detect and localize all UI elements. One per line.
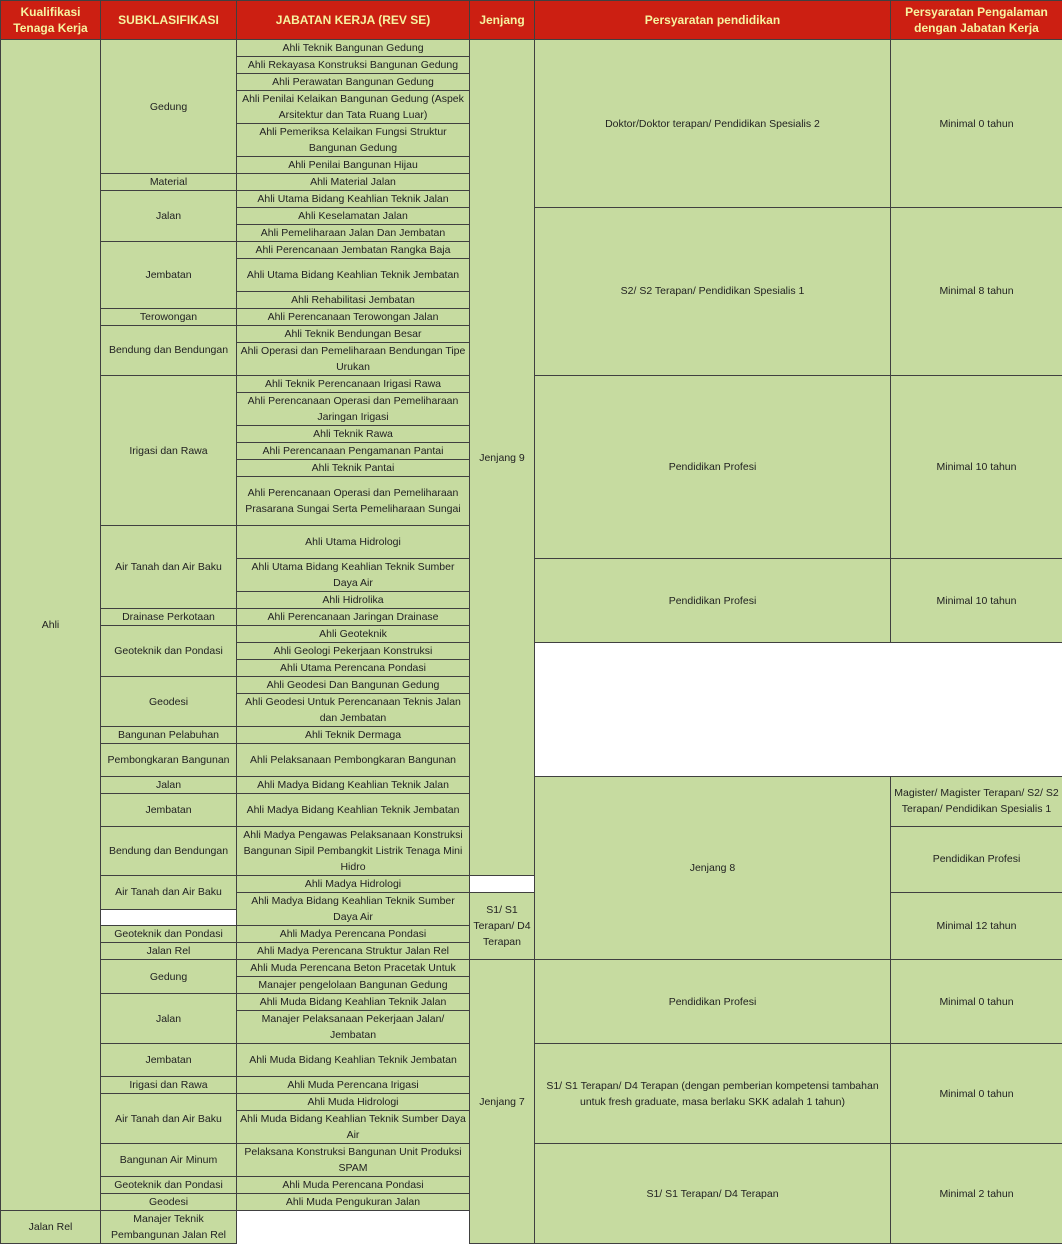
jabatan-cell: Ahli Perawatan Bangunan Gedung (237, 74, 470, 91)
pengalaman-cell: Minimal 10 tahun (891, 375, 1062, 558)
subklasifikasi-cell: Bendung dan Bendungan (101, 826, 237, 875)
jabatan-cell: Ahli Muda Bidang Keahlian Teknik Jalan (237, 994, 470, 1011)
pengalaman-cell: Minimal 2 tahun (891, 1144, 1062, 1244)
jabatan-cell: Ahli Utama Bidang Keahlian Teknik Sumber Daya Air (237, 559, 470, 592)
jabatan-cell: Ahli Teknik Perencanaan Irigasi Rawa (237, 375, 470, 392)
jenjang-cell: Jenjang 7 (470, 960, 535, 1244)
jabatan-cell: Ahli Utama Bidang Keahlian Teknik Jalan (237, 191, 470, 208)
jenjang-cell: Jenjang 9 (470, 40, 535, 876)
subklasifikasi-cell: Bangunan Pelabuhan (101, 727, 237, 744)
jabatan-cell: Ahli Teknik Dermaga (237, 727, 470, 744)
pendidikan-cell: Pendidikan Profesi (535, 375, 891, 558)
jabatan-cell: Ahli Perencanaan Operasi dan Pemeliharaan Jaringan Irigasi (237, 392, 470, 425)
table-row (1, 960, 1062, 977)
jabatan-cell: Ahli Teknik Rawa (237, 425, 470, 442)
jabatan-cell: Ahli Perencanaan Terowongan Jalan (237, 308, 470, 325)
pendidikan-cell: Pendidikan Profesi (535, 960, 891, 1044)
subklasifikasi-cell: Bangunan Air Minum (101, 1144, 237, 1177)
pendidikan-cell: Doktor/Doktor terapan/ Pendidikan Spesialis 2 (535, 40, 891, 208)
jabatan-cell: Ahli Madya Perencana Pondasi (237, 926, 470, 943)
subklasifikasi-cell: Geoteknik dan Pondasi (101, 626, 237, 677)
header-row (1, 1, 1062, 40)
jabatan-cell: Ahli Muda Perencana Pondasi (237, 1177, 470, 1194)
jabatan-cell: Pelaksana Konstruksi Bangunan Unit Produksi SPAM (237, 1144, 470, 1177)
jabatan-cell: Manajer Pelaksanaan Pekerjaan Jalan/ Jembatan (237, 1011, 470, 1044)
jabatan-cell: Ahli Utama Hidrologi (237, 526, 470, 559)
pengalaman-cell: Minimal 0 tahun (891, 40, 1062, 208)
jabatan-cell: Ahli Geoteknik (237, 626, 470, 643)
jabatan-cell: Ahli Rehabilitasi Jembatan (237, 291, 470, 308)
jabatan-cell: Ahli Pemeliharaan Jalan Dan Jembatan (237, 225, 470, 242)
pendidikan-cell: S1/ S1 Terapan/ D4 Terapan (dengan pemberian kompetensi tambahan untuk fresh graduate, masa berlaku SKK adalah 1 tahun) (535, 1044, 891, 1144)
jabatan-cell: Ahli Perencanaan Operasi dan Pemeliharaan Prasarana Sungai Serta Pemeliharaan Sungai (237, 476, 470, 525)
jenjang-cell: Jenjang 8 (535, 776, 891, 959)
pengalaman-cell: Minimal 8 tahun (891, 208, 1062, 376)
jabatan-cell: Ahli Madya Perencana Struktur Jalan Rel (237, 943, 470, 960)
jabatan-cell: Ahli Material Jalan (237, 174, 470, 191)
subklasifikasi-cell: Jalan (101, 994, 237, 1044)
subklasifikasi-cell: Irigasi dan Rawa (101, 1077, 237, 1094)
jabatan-cell: Ahli Perencanaan Jaringan Drainase (237, 609, 470, 626)
jabatan-cell: Ahli Geodesi Untuk Perencanaan Teknis Jalan dan Jembatan (237, 694, 470, 727)
subklasifikasi-cell: Terowongan (101, 308, 237, 325)
jabatan-cell: Ahli Perencanaan Jembatan Rangka Baja (237, 242, 470, 259)
pendidikan-cell: S1/ S1 Terapan/ D4 Terapan (470, 893, 535, 960)
subklasifikasi-cell: Irigasi dan Rawa (101, 375, 237, 525)
header-pendidikan: Persyaratan pendidikan (535, 1, 891, 40)
subklasifikasi-cell: Jembatan (101, 793, 237, 826)
subklasifikasi-cell: Jalan (101, 776, 237, 793)
pendidikan-cell: Pendidikan Profesi (535, 559, 891, 643)
subklasifikasi-cell: Jembatan (101, 1044, 237, 1077)
pengalaman-cell: Minimal 0 tahun (891, 960, 1062, 1044)
jabatan-cell: Ahli Muda Perencana Irigasi (237, 1077, 470, 1094)
jabatan-cell: Ahli Utama Perencana Pondasi (237, 660, 470, 677)
header-jenjang: Jenjang (470, 1, 535, 40)
subklasifikasi-cell: Jalan Rel (1, 1211, 101, 1244)
pengalaman-cell: Minimal 0 tahun (891, 1044, 1062, 1144)
jabatan-cell: Ahli Pemeriksa Kelaikan Fungsi Struktur Bangunan Gedung (237, 124, 470, 157)
subklasifikasi-cell: Bendung dan Bendungan (101, 325, 237, 375)
pendidikan-cell: S2/ S2 Terapan/ Pendidikan Spesialis 1 (535, 208, 891, 376)
subklasifikasi-cell: Geoteknik dan Pondasi (101, 926, 237, 943)
jabatan-cell: Ahli Muda Perencana Beton Pracetak Untuk (237, 960, 470, 977)
subklasifikasi-cell: Jembatan (101, 242, 237, 309)
subklasifikasi-cell: Geodesi (101, 677, 237, 727)
subklasifikasi-cell: Drainase Perkotaan (101, 609, 237, 626)
pendidikan-cell: Magister/ Magister Terapan/ S2/ S2 Terapan/ Pendidikan Spesialis 1 (891, 776, 1062, 826)
pengalaman-cell: Minimal 12 tahun (891, 893, 1062, 960)
subklasifikasi-cell: Jalan (101, 191, 237, 242)
jabatan-cell: Ahli Madya Hidrologi (237, 876, 470, 893)
header-kualifikasi: Kualifikasi Tenaga Kerja (1, 1, 101, 40)
subklasifikasi-cell: Gedung (101, 40, 237, 174)
pengalaman-cell: Minimal 10 tahun (891, 559, 1062, 643)
jabatan-cell: Manajer Teknik Pembangunan Jalan Rel (101, 1211, 237, 1244)
header-pengalaman: Persyaratan Pengalaman dengan Jabatan Kerja (891, 1, 1062, 40)
jabatan-cell: Ahli Madya Bidang Keahlian Teknik Sumber Daya Air (237, 893, 470, 926)
jabatan-cell: Ahli Penilai Bangunan Hijau (237, 157, 470, 174)
jabatan-cell: Ahli Madya Pengawas Pelaksanaan Konstruksi Bangunan Sipil Pembangkit Listrik Tenaga Mini Hidro (237, 826, 470, 875)
jabatan-cell: Ahli Teknik Bangunan Gedung (237, 40, 470, 57)
header-jabatan: JABATAN KERJA (REV SE) (237, 1, 470, 40)
jabatan-cell: Manajer pengelolaan Bangunan Gedung (237, 977, 470, 994)
jabatan-cell: Ahli Rekayasa Konstruksi Bangunan Gedung (237, 57, 470, 74)
jabatan-cell: Ahli Muda Bidang Keahlian Teknik Sumber Daya Air (237, 1111, 470, 1144)
jabatan-cell: Ahli Muda Bidang Keahlian Teknik Jembatan (237, 1044, 470, 1077)
pendidikan-cell: S1/ S1 Terapan/ D4 Terapan (535, 1144, 891, 1244)
jabatan-cell: Ahli Muda Hidrologi (237, 1094, 470, 1111)
jabatan-cell: Ahli Madya Bidang Keahlian Teknik Jalan (237, 776, 470, 793)
subklasifikasi-cell: Jalan Rel (101, 943, 237, 960)
subklasifikasi-cell: Air Tanah dan Air Baku (101, 526, 237, 609)
jabatan-cell: Ahli Utama Bidang Keahlian Teknik Jembatan (237, 259, 470, 292)
jabatan-cell: Ahli Penilai Kelaikan Bangunan Gedung (Aspek Arsitektur dan Tata Ruang Luar) (237, 91, 470, 124)
kualifikasi-cell: Ahli (1, 40, 101, 1211)
table-row (1, 40, 1062, 57)
header-subklasifikasi: SUBKLASIFIKASI (101, 1, 237, 40)
jabatan-cell: Ahli Operasi dan Pemeliharaan Bendungan Tipe Urukan (237, 342, 470, 375)
jabatan-cell: Ahli Madya Bidang Keahlian Teknik Jembatan (237, 793, 470, 826)
subklasifikasi-cell: Material (101, 174, 237, 191)
jabatan-cell: Ahli Teknik Bendungan Besar (237, 325, 470, 342)
jabatan-cell: Ahli Teknik Pantai (237, 459, 470, 476)
jabatan-cell: Ahli Hidrolika (237, 592, 470, 609)
jabatan-cell: Ahli Keselamatan Jalan (237, 208, 470, 225)
subklasifikasi-cell: Air Tanah dan Air Baku (101, 1094, 237, 1144)
subklasifikasi-cell: Geoteknik dan Pondasi (101, 1177, 237, 1194)
jabatan-cell: Ahli Muda Pengukuran Jalan (237, 1194, 470, 1211)
subklasifikasi-cell: Geodesi (101, 1194, 237, 1211)
jabatan-cell: Ahli Pelaksanaan Pembongkaran Bangunan (237, 744, 470, 777)
subklasifikasi-cell: Pembongkaran Bangunan (101, 744, 237, 777)
subklasifikasi-cell: Gedung (101, 960, 237, 994)
jabatan-cell: Ahli Geodesi Dan Bangunan Gedung (237, 677, 470, 694)
jabatan-cell: Ahli Geologi Pekerjaan Konstruksi (237, 643, 470, 660)
subklasifikasi-cell: Air Tanah dan Air Baku (101, 876, 237, 910)
jabatan-cell: Ahli Perencanaan Pengamanan Pantai (237, 442, 470, 459)
pendidikan-cell: Pendidikan Profesi (891, 826, 1062, 892)
